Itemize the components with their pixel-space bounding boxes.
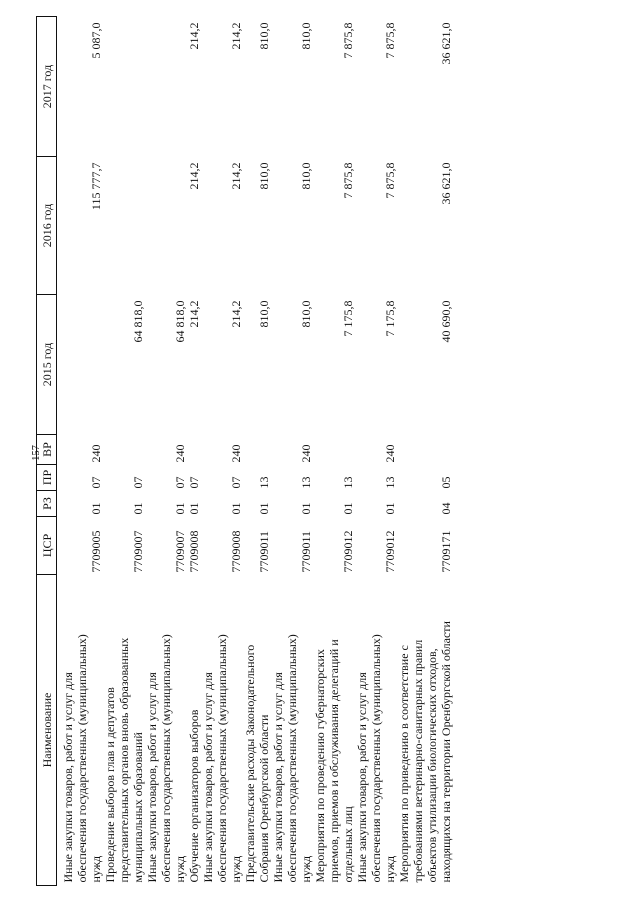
cell-rz: 01 (299, 502, 313, 515)
cell-vr (313, 435, 355, 465)
cell-pr: 07 (131, 476, 145, 489)
cell-rz: 01 (89, 502, 103, 515)
cell-rz: 01 (257, 502, 271, 515)
header-vr: ВР (37, 435, 57, 465)
name-line: нужд (229, 855, 243, 883)
name-line: Иные закупки товаров, работ и услуг для (355, 672, 369, 883)
cell-csr: 7709008 (187, 530, 201, 573)
name-line: Мероприятия по приведению в соответствие с (397, 645, 411, 883)
table-row (201, 17, 243, 886)
cell-2016: 7 875,8 (383, 162, 397, 199)
header-rz: РЗ (37, 491, 57, 517)
cell-rz: 01 (341, 502, 355, 515)
cell-vr (397, 435, 453, 465)
cell-2017: 214,2 (229, 22, 243, 50)
cell-pr: 13 (257, 476, 271, 489)
cell-csr: 7709005 (89, 530, 103, 573)
name-line: нужд (89, 855, 103, 883)
table-row (397, 17, 453, 886)
cell-rz: 01 (131, 502, 145, 515)
name-line: обеспечения государственных (муниципальных) (75, 634, 89, 883)
cell-vr: 240 (173, 444, 187, 463)
name-line: объектов утилизации биологических отходов, (425, 648, 439, 883)
name-line: нужд (383, 855, 397, 883)
table-row (271, 17, 313, 886)
name-line: представительных органов вновь образованных (117, 637, 131, 883)
page-number: 157 (31, 445, 42, 461)
name-line: обеспечения государственных (муниципальных) (159, 634, 173, 883)
cell-rz: 01 (173, 502, 187, 515)
cell-name (313, 575, 355, 886)
cell-2015: 7 175,8 (383, 300, 397, 337)
name-line: Иные закупки товаров, работ и услуг для (145, 672, 159, 883)
header-2016: 2016 год (37, 157, 57, 295)
cell-vr (187, 435, 201, 465)
cell-rz: 04 (439, 502, 453, 515)
cell-rz: 01 (383, 502, 397, 515)
cell-name (103, 575, 145, 886)
cell-2015: 214,2 (187, 300, 201, 328)
budget-table (36, 16, 453, 886)
name-line: муниципальных образований (131, 732, 145, 883)
cell-2017 (145, 17, 187, 157)
name-line: Иные закупки товаров, работ и услуг для (201, 672, 215, 883)
cell-2016: 214,2 (187, 162, 201, 190)
cell-2017: 36 621,0 (439, 22, 453, 65)
cell-csr: 7709171 (439, 530, 453, 573)
cell-2017: 810,0 (299, 22, 313, 50)
table-row (243, 17, 271, 886)
name-line: обеспечения государственных (муниципальных) (369, 634, 383, 883)
name-line: Обучение организаторов выборов (187, 709, 201, 883)
cell-pr: 07 (89, 476, 103, 489)
cell-2016: 214,2 (229, 162, 243, 190)
cell-2015: 810,0 (299, 300, 313, 328)
cell-vr (243, 435, 271, 465)
cell-2016 (145, 157, 187, 295)
cell-csr: 7709007 (131, 530, 145, 573)
cell-vr (103, 435, 145, 465)
name-line: Представительские расходы Законодательного (243, 644, 257, 883)
cell-2017: 810,0 (257, 22, 271, 50)
cell-2015: 64 818,0 (173, 300, 187, 343)
cell-vr: 240 (299, 444, 313, 463)
name-line: обеспечения государственных (муниципальных) (215, 634, 229, 883)
name-line: обеспечения государственных (муниципальных) (285, 634, 299, 883)
table-row (57, 17, 104, 886)
cell-2015: 810,0 (257, 300, 271, 328)
cell-name (397, 575, 453, 886)
cell-2015: 214,2 (229, 300, 243, 328)
table-row (103, 17, 145, 886)
cell-2016: 7 875,8 (341, 162, 355, 199)
name-line: приемов, приемов и обслуживания делегаций и (327, 639, 341, 883)
cell-2015 (57, 295, 104, 435)
cell-vr: 240 (89, 444, 103, 463)
table-row (313, 17, 355, 886)
name-line: находящихся на территории Оренбургской области (439, 621, 453, 883)
name-line: Мероприятия по проведению губернаторских (313, 649, 327, 883)
cell-csr: 7709012 (383, 530, 397, 573)
cell-pr: 13 (299, 476, 313, 489)
name-line: требованиями ветеринарно-санитарных правил (411, 639, 425, 883)
cell-name (145, 575, 187, 886)
name-line: нужд (173, 855, 187, 883)
cell-csr: 7709011 (299, 530, 313, 573)
cell-pr: 13 (383, 476, 397, 489)
cell-name (201, 575, 243, 886)
cell-2016: 810,0 (257, 162, 271, 190)
cell-2016: 36 621,0 (439, 162, 453, 205)
cell-2016: 115 777,7 (89, 162, 103, 211)
cell-2017: 7 875,8 (383, 22, 397, 59)
header-pr: ПР (37, 465, 57, 491)
table-row (187, 17, 201, 886)
cell-2017: 214,2 (187, 22, 201, 50)
cell-2017: 7 875,8 (341, 22, 355, 59)
cell-pr: 05 (439, 476, 453, 489)
rotated-page-content (36, 17, 576, 886)
cell-vr: 240 (383, 444, 397, 463)
header-csr: ЦСР (37, 517, 57, 575)
cell-2016 (103, 157, 145, 295)
cell-rz: 01 (187, 502, 201, 515)
cell-name (187, 575, 201, 886)
header-name: Наименование (37, 575, 57, 886)
name-line: Собрания Оренбургской области (257, 714, 271, 883)
cell-rz: 01 (229, 502, 243, 515)
name-line: Проведение выборов глав и депутатов (103, 687, 117, 883)
cell-pr: 07 (187, 476, 201, 489)
cell-2015: 64 818,0 (131, 300, 145, 343)
header-row (37, 17, 57, 886)
name-line: нужд (299, 855, 313, 883)
header-2017: 2017 год (37, 17, 57, 157)
cell-pr: 13 (341, 476, 355, 489)
cell-2016: 810,0 (299, 162, 313, 190)
header-2015: 2015 год (37, 295, 57, 435)
cell-name (355, 575, 397, 886)
cell-csr: 7709008 (229, 530, 243, 573)
cell-csr: 7709007 (173, 530, 187, 573)
name-line: отдельных лиц (341, 806, 355, 883)
cell-csr: 7709012 (341, 530, 355, 573)
cell-csr: 7709011 (257, 530, 271, 573)
name-line: Иные закупки товаров, работ и услуг для (271, 672, 285, 883)
cell-2015: 40 690,0 (439, 300, 453, 343)
table-body (57, 17, 454, 886)
cell-2017 (103, 17, 145, 157)
cell-name (243, 575, 271, 886)
table-row (145, 17, 187, 886)
cell-name (57, 575, 104, 886)
name-line: Иные закупки товаров, работ и услуг для (61, 672, 75, 883)
table-row (355, 17, 397, 886)
cell-pr: 07 (229, 476, 243, 489)
cell-2015: 7 175,8 (341, 300, 355, 337)
cell-name (271, 575, 313, 886)
cell-vr: 240 (229, 444, 243, 463)
cell-2017: 5 087,0 (89, 22, 103, 59)
cell-pr: 07 (173, 476, 187, 489)
